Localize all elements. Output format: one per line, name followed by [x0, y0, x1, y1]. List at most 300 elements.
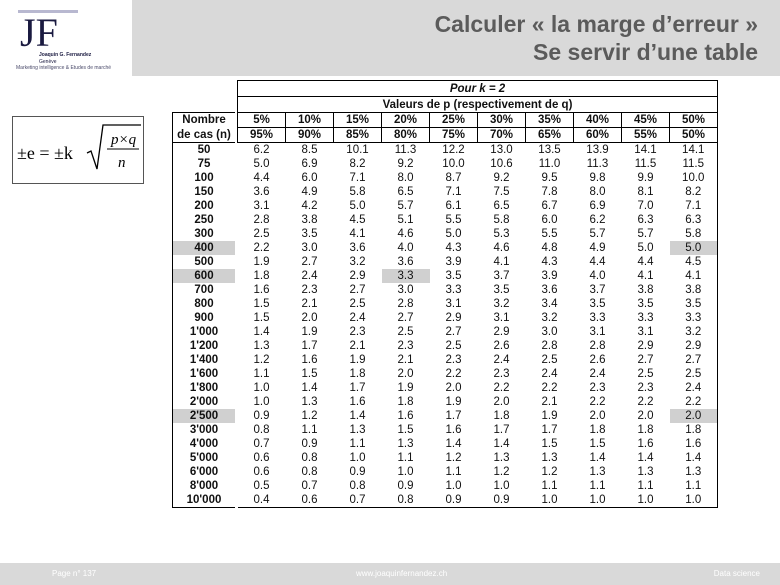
sample-size-cell: 5'000: [173, 451, 236, 465]
margin-value-cell: 2.0: [445, 382, 462, 394]
sample-size-cell: 4'000: [173, 437, 236, 451]
margin-value-cell: 6.1: [445, 200, 462, 212]
table-row: [173, 241, 718, 255]
margin-value-cell: 1.6: [253, 284, 270, 296]
margin-value-cell: 1.6: [301, 354, 318, 366]
margin-value-cell: 1.5: [301, 368, 318, 380]
margin-value-cell: 1.0: [253, 382, 270, 394]
sample-size-cell: 200: [173, 199, 236, 213]
margin-value-cell: 2.7: [637, 354, 654, 366]
margin-value-cell: 2.4: [349, 312, 366, 324]
margin-value-cell: 0.7: [253, 438, 270, 450]
margin-value-cell: 1.8: [349, 368, 366, 380]
sample-size-cell: 700: [173, 283, 236, 297]
margin-value-cell: 2.2: [253, 242, 270, 254]
margin-value-cell: 1.8: [589, 424, 606, 436]
margin-value-cell: 1.4: [637, 452, 654, 464]
margin-value-cell: 5.8: [349, 186, 366, 198]
margin-value-cell: 3.1: [589, 326, 606, 338]
margin-value-cell: 5.8: [493, 214, 510, 226]
margin-value-cell: 3.2: [670, 325, 718, 339]
margin-value-cell: 8.1: [637, 186, 654, 198]
margin-value-cell: 2.3: [493, 368, 510, 380]
margin-value-cell: 3.5: [493, 284, 510, 296]
sample-size-cell: 400: [173, 241, 236, 255]
margin-value-cell: 2.7: [397, 312, 414, 324]
margin-value-cell: 1.3: [397, 438, 414, 450]
margin-value-cell: 0.9: [478, 493, 526, 508]
margin-value-cell: 3.5: [589, 298, 606, 310]
margin-value-cell: 3.2: [349, 256, 366, 268]
header-band: [132, 0, 780, 76]
margin-value-cell: 2.3: [301, 284, 318, 296]
table-row: [173, 283, 718, 297]
margin-value-cell: 2.9: [493, 326, 510, 338]
margin-value-cell: 2.0: [397, 368, 414, 380]
margin-value-cell: 1.6: [670, 437, 718, 451]
margin-value-cell: 11.0: [538, 158, 561, 170]
margin-value-cell: 4.9: [301, 186, 318, 198]
table-row: [173, 311, 718, 325]
logo-letters: JF: [20, 10, 58, 52]
table-row: [173, 465, 718, 479]
margin-value-cell: 0.9: [349, 466, 366, 478]
margin-value-cell: 6.3: [637, 214, 654, 226]
margin-value-cell: 4.2: [301, 200, 318, 212]
margin-value-cell: 5.1: [397, 214, 414, 226]
margin-value-cell: 1.3: [589, 466, 606, 478]
margin-value-cell: 1.3: [253, 340, 270, 352]
margin-value-cell: 2.8: [397, 298, 414, 310]
margin-value-cell: 1.5: [397, 424, 414, 436]
margin-value-cell: 1.2: [493, 466, 510, 478]
margin-value-cell: 1.9: [301, 326, 318, 338]
table-row: [173, 339, 718, 353]
margin-value-cell: 4.4: [253, 172, 270, 184]
margin-value-cell: 14.1: [670, 143, 718, 158]
margin-value-cell: 1.8: [637, 424, 654, 436]
margin-value-cell: 6.5: [493, 200, 510, 212]
margin-value-cell: 2.3: [589, 382, 606, 394]
margin-value-cell: 0.8: [301, 466, 318, 478]
k-header: Pour k = 2: [238, 81, 718, 97]
table-row: [173, 353, 718, 367]
margin-value-cell: 3.4: [541, 298, 558, 310]
margin-value-cell: 1.3: [637, 466, 654, 478]
table-row: [173, 213, 718, 227]
margin-value-cell: 2.7: [670, 353, 718, 367]
margin-value-cell: 6.2: [253, 144, 270, 156]
margin-value-cell: 2.5: [445, 340, 462, 352]
q-value-header: 60%: [574, 128, 622, 143]
margin-value-cell: 2.8: [253, 214, 270, 226]
corner-empty: [173, 81, 236, 97]
corner-empty: [173, 97, 236, 113]
sample-size-cell: 2'500: [173, 409, 236, 423]
margin-value-cell: 4.0: [589, 270, 606, 282]
margin-value-cell: 1.9: [253, 256, 270, 268]
margin-value-cell: 1.7: [493, 424, 510, 436]
sample-size-cell: 6'000: [173, 465, 236, 479]
margin-value-cell: 11.5: [670, 157, 718, 171]
margin-value-cell: 7.0: [637, 200, 654, 212]
p-value-header: 25%: [430, 113, 478, 128]
margin-value-cell: 3.6: [541, 284, 558, 296]
margin-value-cell: 5.7: [637, 228, 654, 240]
logo-city: Genève: [39, 59, 57, 65]
margin-value-cell: 1.5: [541, 438, 558, 450]
margin-value-cell: 6.5: [397, 186, 414, 198]
p-value-header: 30%: [478, 113, 526, 128]
margin-value-cell: 1.6: [397, 410, 414, 422]
margin-value-cell: 8.2: [349, 158, 366, 170]
margin-value-cell: 1.7: [349, 382, 366, 394]
sample-size-cell: 300: [173, 227, 236, 241]
margin-value-cell: 2.2: [637, 396, 654, 408]
margin-value-cell: 1.9: [397, 382, 414, 394]
margin-value-cell: 1.8: [493, 410, 510, 422]
margin-value-cell: 4.3: [445, 242, 462, 254]
column-label-line-2: de cas (n): [173, 128, 236, 143]
margin-value-cell: 1.1: [397, 452, 414, 464]
margin-value-cell: 4.8: [541, 242, 558, 254]
margin-value-cell: 10.0: [670, 171, 718, 185]
margin-value-cell: 2.4: [301, 270, 318, 282]
margin-value-cell: 2.0: [637, 410, 654, 422]
margin-value-cell: 2.3: [349, 326, 366, 338]
margin-value-cell: 1.4: [493, 438, 510, 450]
p-value-header: 15%: [334, 113, 382, 128]
margin-value-cell: 0.5: [253, 480, 270, 492]
margin-value-cell: 2.9: [445, 312, 462, 324]
logo: [12, 8, 127, 72]
margin-value-cell: 2.9: [637, 340, 654, 352]
margin-value-cell: 2.0: [493, 396, 510, 408]
margin-value-cell: 2.6: [493, 340, 510, 352]
q-value-header: 75%: [430, 128, 478, 143]
margin-value-cell: 0.8: [301, 452, 318, 464]
margin-value-cell: 1.8: [670, 423, 718, 437]
margin-value-cell: 3.8: [670, 283, 718, 297]
margin-value-cell: 1.4: [589, 452, 606, 464]
margin-value-cell: 13.0: [490, 144, 513, 156]
margin-value-cell: 2.0: [301, 312, 318, 324]
table-row: [173, 493, 718, 508]
table-row: [173, 409, 718, 423]
sample-size-cell: 900: [173, 311, 236, 325]
margin-value-cell: 2.2: [493, 382, 510, 394]
p-value-header: 5%: [238, 113, 286, 128]
sample-size-cell: 600: [173, 269, 236, 283]
margin-value-cell: 3.6: [349, 242, 366, 254]
margin-value-cell: 2.1: [397, 354, 414, 366]
margin-value-cell: 1.4: [349, 410, 366, 422]
p-header: Valeurs de p (respectivement de q): [238, 97, 718, 113]
margin-value-cell: 6.0: [301, 172, 318, 184]
margin-value-cell: 5.0: [445, 228, 462, 240]
margin-value-cell: 2.5: [349, 298, 366, 310]
margin-value-cell: 1.7: [541, 424, 558, 436]
sample-size-cell: 1'000: [173, 325, 236, 339]
margin-value-cell: 10.0: [442, 158, 465, 170]
margin-value-cell: 0.9: [430, 493, 478, 508]
margin-value-cell: 1.2: [301, 410, 318, 422]
margin-value-cell: 1.3: [670, 465, 718, 479]
margin-value-cell: 1.1: [301, 424, 318, 436]
margin-value-cell: 1.0: [670, 493, 718, 508]
margin-value-cell: 5.7: [397, 200, 414, 212]
margin-value-cell: 1.8: [253, 270, 270, 282]
margin-value-cell: 2.2: [445, 368, 462, 380]
margin-value-cell: 3.0: [301, 242, 318, 254]
sample-size-cell: 150: [173, 185, 236, 199]
page-title: [435, 10, 758, 66]
footer: [0, 563, 780, 585]
margin-value-cell: 3.3: [670, 311, 718, 325]
q-value-header: 95%: [238, 128, 286, 143]
margin-value-cell: 1.4: [253, 326, 270, 338]
footer-section: Data science: [713, 569, 760, 578]
margin-value-cell: 3.6: [397, 256, 414, 268]
margin-value-cell: 6.2: [589, 214, 606, 226]
margin-value-cell: 1.3: [301, 396, 318, 408]
margin-value-cell: 2.4: [670, 381, 718, 395]
sample-size-cell: 8'000: [173, 479, 236, 493]
margin-of-error-formula: [13, 117, 143, 183]
margin-value-cell: 9.9: [637, 172, 654, 184]
margin-value-cell: 3.1: [493, 312, 510, 324]
margin-value-cell: 1.1: [589, 480, 606, 492]
sample-size-cell: 3'000: [173, 423, 236, 437]
margin-value-cell: 4.0: [397, 242, 414, 254]
margin-value-cell: 1.9: [541, 410, 558, 422]
margin-value-cell: 4.6: [397, 228, 414, 240]
margin-value-cell: 2.2: [589, 396, 606, 408]
margin-value-cell: 1.4: [301, 382, 318, 394]
margin-value-cell: 3.8: [301, 214, 318, 226]
margin-value-cell: 12.2: [442, 144, 465, 156]
margin-value-cell: 2.6: [589, 354, 606, 366]
margin-value-cell: 2.8: [589, 340, 606, 352]
margin-value-cell: 1.0: [349, 452, 366, 464]
margin-value-cell: 3.7: [589, 284, 606, 296]
margin-value-cell: 6.9: [301, 158, 318, 170]
margin-value-cell: 4.1: [493, 256, 510, 268]
formula-lhs: ±e = ±k: [17, 143, 73, 163]
margin-value-cell: 1.0: [445, 480, 462, 492]
margin-value-cell: 3.3: [382, 269, 430, 283]
margin-value-cell: 3.3: [589, 312, 606, 324]
margin-value-cell: 3.0: [397, 284, 414, 296]
margin-value-cell: 7.1: [670, 199, 718, 213]
margin-value-cell: 4.4: [637, 256, 654, 268]
margin-value-cell: 8.0: [589, 186, 606, 198]
margin-value-cell: 10.6: [490, 158, 513, 170]
margin-value-cell: 1.7: [301, 340, 318, 352]
table-row: [173, 199, 718, 213]
table-row: [173, 269, 718, 283]
column-label-line-1: Nombre: [173, 113, 236, 128]
margin-value-cell: 3.3: [445, 284, 462, 296]
table-row: [173, 451, 718, 465]
margin-value-cell: 1.1: [445, 466, 462, 478]
margin-value-cell: 1.3: [349, 424, 366, 436]
margin-value-cell: 4.1: [349, 228, 366, 240]
margin-value-cell: 2.1: [349, 340, 366, 352]
margin-value-cell: 7.8: [541, 186, 558, 198]
margin-value-cell: 4.4: [589, 256, 606, 268]
margin-value-cell: 2.4: [589, 368, 606, 380]
margin-value-cell: 1.5: [253, 298, 270, 310]
logo-name: Joaquin G. Fernandez: [39, 52, 92, 58]
margin-value-cell: 4.6: [493, 242, 510, 254]
table-row: [173, 381, 718, 395]
table-row: [173, 185, 718, 199]
footer-page-number: Page n° 137: [52, 569, 97, 578]
margin-value-cell: 0.9: [301, 438, 318, 450]
margin-value-cell: 2.3: [445, 354, 462, 366]
title-line-2: Se servir d’une table: [533, 39, 758, 65]
table-row: [173, 297, 718, 311]
margin-value-cell: 3.6: [253, 186, 270, 198]
sample-size-cell: 500: [173, 255, 236, 269]
margin-value-cell: 1.4: [670, 451, 718, 465]
margin-value-cell: 5.3: [493, 228, 510, 240]
margin-value-cell: 0.6: [253, 452, 270, 464]
margin-value-cell: 11.3: [394, 144, 417, 156]
margin-value-cell: 5.8: [670, 227, 718, 241]
margin-value-cell: 2.5: [541, 354, 558, 366]
margin-value-cell: 2.7: [301, 256, 318, 268]
margin-value-cell: 7.1: [349, 172, 366, 184]
p-value-header: 35%: [526, 113, 574, 128]
sample-size-cell: 2'000: [173, 395, 236, 409]
margin-value-cell: 2.0: [589, 410, 606, 422]
margin-value-cell: 0.6: [253, 466, 270, 478]
margin-value-cell: 3.9: [445, 256, 462, 268]
margin-value-cell: 3.0: [541, 326, 558, 338]
sample-size-cell: 100: [173, 171, 236, 185]
margin-value-cell: 8.2: [670, 185, 718, 199]
sample-size-cell: 1'200: [173, 339, 236, 353]
table-row: [173, 395, 718, 409]
margin-value-cell: 2.0: [670, 409, 718, 423]
margin-value-cell: 1.2: [445, 452, 462, 464]
margin-value-cell: 7.5: [493, 186, 510, 198]
sample-size-cell: 250: [173, 213, 236, 227]
footer-website: www.joaquinfernandez.ch: [356, 569, 448, 578]
margin-value-cell: 2.2: [670, 395, 718, 409]
margin-value-cell: 5.0: [637, 242, 654, 254]
formula-box: [12, 116, 144, 184]
margin-value-cell: 2.2: [541, 382, 558, 394]
margin-value-cell: 2.3: [637, 382, 654, 394]
margin-value-cell: 5.0: [670, 241, 718, 255]
q-value-header: 50%: [670, 128, 718, 143]
margin-value-cell: 9.5: [541, 172, 558, 184]
margin-value-cell: 1.0: [493, 480, 510, 492]
margin-value-cell: 0.8: [382, 493, 430, 508]
table-row: [173, 255, 718, 269]
sample-size-cell: 75: [173, 157, 236, 171]
p-value-header: 45%: [622, 113, 670, 128]
table-row: [173, 325, 718, 339]
q-value-header: 55%: [622, 128, 670, 143]
table-row: [173, 437, 718, 451]
table-row: [173, 143, 718, 158]
p-value-header: 40%: [574, 113, 622, 128]
margin-value-cell: 8.5: [301, 144, 318, 156]
margin-value-cell: 3.5: [670, 297, 718, 311]
margin-value-cell: 4.9: [589, 242, 606, 254]
table-row: [173, 479, 718, 493]
margin-value-cell: 5.5: [445, 214, 462, 226]
margin-value-cell: 1.6: [445, 424, 462, 436]
margin-value-cell: 3.5: [637, 298, 654, 310]
margin-value-cell: 2.8: [541, 340, 558, 352]
sample-size-cell: 1'800: [173, 381, 236, 395]
margin-value-cell: 2.9: [670, 339, 718, 353]
margin-of-error-table: [172, 80, 718, 508]
margin-value-cell: 1.5: [253, 312, 270, 324]
margin-value-cell: 2.4: [541, 368, 558, 380]
sample-size-cell: 10'000: [173, 493, 236, 508]
margin-value-cell: 2.4: [493, 354, 510, 366]
table-row: [173, 367, 718, 381]
margin-value-cell: 2.1: [301, 298, 318, 310]
margin-value-cell: 3.1: [253, 200, 270, 212]
margin-value-cell: 14.1: [634, 144, 657, 156]
margin-value-cell: 1.2: [253, 354, 270, 366]
margin-value-cell: 1.6: [637, 438, 654, 450]
formula-denominator: n: [118, 155, 126, 171]
margin-value-cell: 8.0: [397, 172, 414, 184]
margin-value-cell: 1.1: [637, 480, 654, 492]
p-value-header: 10%: [286, 113, 334, 128]
margin-value-cell: 2.3: [397, 340, 414, 352]
title-line-1: Calculer « la marge d’erreur »: [434, 11, 758, 37]
margin-value-cell: 1.3: [493, 452, 510, 464]
margin-value-cell: 1.6: [349, 396, 366, 408]
margin-value-cell: 2.5: [253, 228, 270, 240]
margin-value-cell: 4.1: [670, 269, 718, 283]
sample-size-cell: 50: [173, 143, 236, 158]
margin-value-cell: 4.5: [670, 255, 718, 269]
margin-value-cell: 1.0: [574, 493, 622, 508]
margin-value-cell: 2.7: [349, 284, 366, 296]
margin-value-cell: 2.1: [541, 396, 558, 408]
p-value-header: 20%: [382, 113, 430, 128]
margin-value-cell: 1.1: [253, 368, 270, 380]
margin-value-cell: 3.7: [493, 270, 510, 282]
margin-value-cell: 3.8: [637, 284, 654, 296]
margin-value-cell: 0.4: [238, 493, 286, 508]
margin-value-cell: 2.5: [397, 326, 414, 338]
margin-value-cell: 3.5: [301, 228, 318, 240]
margin-value-cell: 1.9: [349, 354, 366, 366]
margin-value-cell: 1.9: [445, 396, 462, 408]
margin-value-cell: 3.3: [637, 312, 654, 324]
margin-value-cell: 3.2: [493, 298, 510, 310]
margin-value-cell: 1.0: [397, 466, 414, 478]
margin-value-cell: 5.5: [541, 228, 558, 240]
margin-value-cell: 3.1: [637, 326, 654, 338]
margin-value-cell: 11.5: [634, 158, 657, 170]
table-row: [173, 157, 718, 171]
margin-value-cell: 1.1: [541, 480, 558, 492]
margin-value-cell: 5.7: [589, 228, 606, 240]
margin-value-cell: 0.7: [301, 480, 318, 492]
